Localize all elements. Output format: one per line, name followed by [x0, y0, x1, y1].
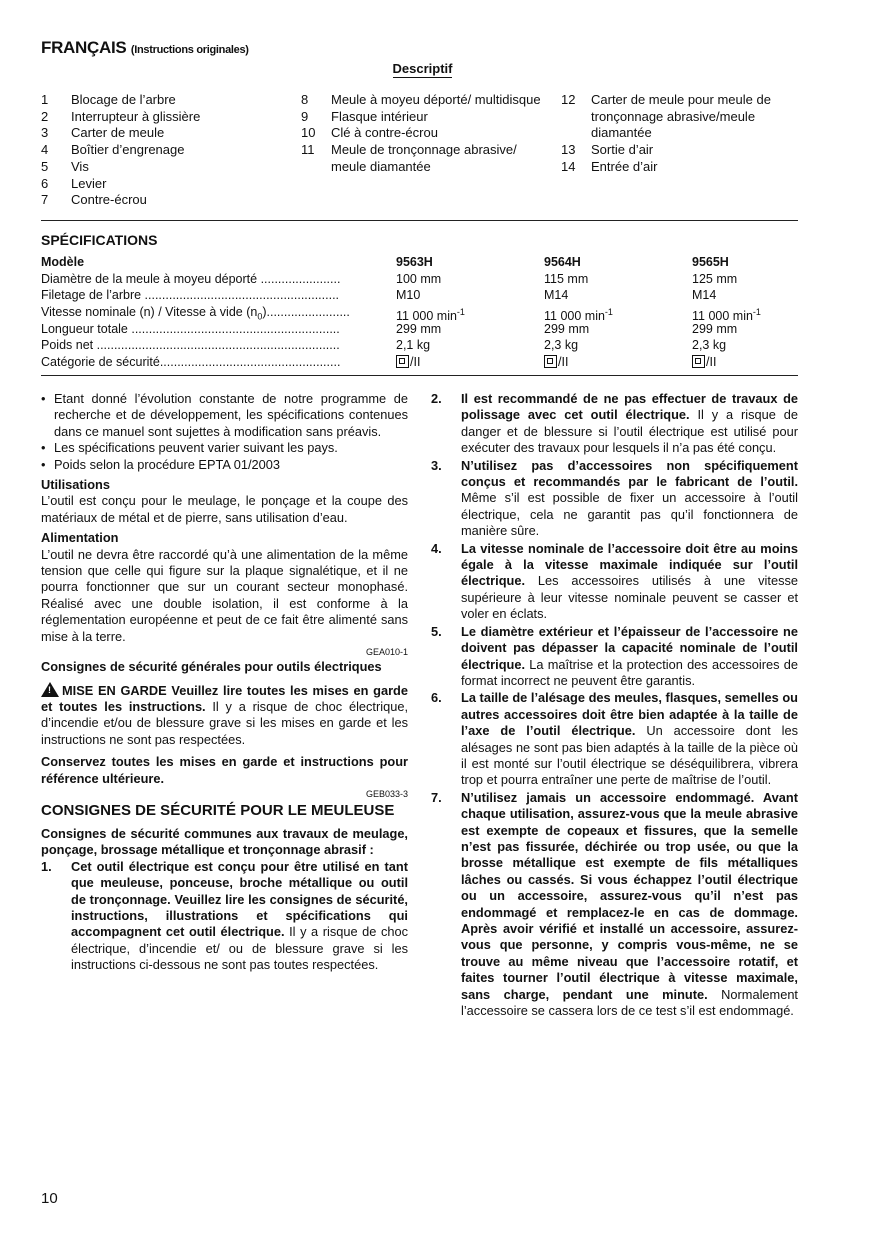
divider — [41, 375, 798, 376]
spec-value: 2,1 kg — [396, 338, 431, 353]
safety-item — [431, 690, 798, 788]
spec-value: 100 mm — [396, 271, 442, 286]
spec-row-label — [41, 354, 395, 371]
item-text: Même s’il est possible de fixer un accessoire à l’outil électrique, cela ne garantit pas qu’il fonctionnera de manière sûre. — [461, 490, 798, 539]
spec-value: M14 — [544, 288, 569, 303]
alimentation-text: L’outil ne devra être raccordé qu’à une alimentation de la même tension que celle qui figure sur la plaque signalétique, et il ne pourra fonctionner que sur un courant secteur monophasé. Réalisé avec une double isolation, il est conforme à la réglementation européenne et peut de ce fait être alimenté sans mise à la terre. — [41, 546, 408, 644]
item-number: 13 — [561, 142, 576, 158]
spec-value: 11 000 $\min^{-1}$ — [544, 307, 613, 321]
bullet-dot: • — [41, 440, 46, 456]
spec-label: Catégorie de sécurité — [41, 355, 160, 370]
item-text: Il y a risque de danger et de blessure si l’outil électrique est utilisé pour exécuter des travaux pour lesquels il n’a pas été conçu. — [461, 407, 798, 456]
item-text: Il y a risque de choc électrique, d’incendie et/ ou de blessure grave si les instructions ci-dessous ne sont pas toutes respectées. — [71, 924, 408, 973]
descriptif-column-1 — [41, 92, 291, 209]
item-label: Clé à contre-écrou — [331, 125, 438, 141]
spec-leader-dots: ........................................................ — [141, 288, 340, 303]
item-content — [461, 391, 798, 457]
item-text: La maîtrise et la protection des accessoires de format incorrect ne peuvent être garantis. — [461, 656, 798, 688]
descriptif-item — [301, 92, 541, 109]
spec-value: M14 — [692, 288, 717, 303]
item-bold: La taille de l’alésage des meules, flasques, semelles ou autres accessoires doit être bien adaptée à la taille de l’axe de l’outil électrique. — [461, 690, 798, 739]
item-label: Levier — [71, 175, 107, 191]
descriptif-title: Descriptif — [392, 61, 453, 76]
page-number: 10 — [41, 1190, 58, 1207]
item-number: 6 — [41, 175, 49, 191]
item-label: Entrée d’air — [591, 158, 658, 174]
item-label: Boîtier d’engrenage — [71, 142, 185, 158]
item-content — [461, 790, 798, 1020]
spec-value: 299 mm — [396, 321, 442, 336]
item-label: Interrupteur à glissière — [71, 108, 201, 124]
spec-label: Poids net — [41, 338, 94, 353]
item-number: 4 — [41, 142, 49, 158]
spec-model-name: 9565H — [692, 255, 729, 269]
descriptif-item — [41, 159, 291, 176]
item-number: 5. — [431, 623, 442, 639]
class-ii-insulation-icon — [544, 355, 557, 368]
spec-value: M10 — [396, 288, 421, 303]
warning-triangle-icon — [41, 682, 59, 697]
class-ii-insulation-icon — [396, 355, 409, 368]
item-label: Contre-écrou — [71, 192, 147, 208]
item-text: Les accessoires utilisés à une vitesse supérieure à leur vitesse nominale peuvent se casser et voler en éclats. — [461, 573, 798, 622]
spec-row-label — [41, 287, 395, 304]
descriptif-item — [561, 142, 801, 159]
descriptif-item — [301, 142, 541, 175]
spec-value — [544, 354, 684, 371]
item-number: 10 — [301, 125, 316, 141]
spec-model-name: 9564H — [544, 255, 581, 269]
divider — [41, 220, 798, 221]
spec-value: 11 000 $\min^{-1}$ — [396, 307, 465, 321]
item-number: 1. — [41, 858, 52, 874]
warning-bold: MISE EN GARDE Veuillez lire toutes les mises en garde et toutes les instructions. — [41, 682, 408, 714]
spec-label: Diamètre de la meule à moyeu déporté — [41, 271, 258, 286]
spec-value — [396, 354, 536, 371]
item-number: 4. — [431, 540, 442, 556]
right-column — [431, 391, 798, 1020]
bullet-dot: • — [41, 391, 46, 406]
spec-notes — [41, 391, 408, 473]
item-bold: Il est recommandé de ne pas effectuer de travaux de polissage avec cet outil électrique. — [461, 391, 798, 423]
item-number: 11 — [301, 142, 315, 158]
item-content — [461, 541, 798, 623]
item-number: 14 — [561, 158, 576, 174]
item-bold: N’utilisez jamais un accessoire endommagé. Avant chaque utilisation, assurez-vous que la meule abrasive est exempte de copeaux et fissures, que la semelle n’est pas fissurée, déchirée ou trop usée, ou que la brosse métallique est exempte de fils métalliques lâches ou cassés. Si vous échappez l’outil électrique ou un accessoire, assurez-vous qu’il n’est pas endommagé et remplacez-le en cas de dommage. Après avoir vérifié et installé un accessoire, assurez-vous que personne, y compris vous-même, ne se trouve au même niveau que l’accessoire rotatif, et faites tourner l’outil électrique à vitesse maximale, sans charge, pendant une minute. — [461, 789, 798, 1002]
common-safety-heading: Consignes de sécurité communes aux travaux de meulage, ponçage, brossage métallique et tronçonnage abrasif : — [41, 825, 408, 858]
reference-code: GEA010-1 — [365, 647, 408, 658]
spec-leader-dots: ....................... — [257, 271, 341, 286]
item-label: Carter de meule pour meule de tronçonnage abrasive/meule diamantée — [591, 92, 771, 141]
item-bold: Le diamètre extérieur et l’épaisseur de l’accessoire ne doivent pas dépasser la capacité nominale de l’outil électrique. — [461, 623, 798, 672]
item-number: 7. — [431, 789, 442, 805]
safety-item — [431, 790, 798, 1020]
safety-class: /II — [410, 355, 421, 370]
item-bold: Cet outil électrique est conçu pour être utilisé en tant que meuleuse, ponceuse, broche métallique ou outil de tronçonnage. Veuillez lire les consignes de sécurité, instructions, illustrations et spécifications qui accompagnent cet outil électrique. — [71, 858, 408, 940]
spec-label: Filetage de l’arbre — [41, 288, 142, 303]
item-text: Normalement l’accessoire se cassera lors de ce test s’il est endommagé. — [461, 986, 798, 1019]
spec-value: 115 mm — [544, 271, 589, 286]
item-number: 1 — [41, 92, 49, 107]
item-label: Meule à moyeu déporté/ multidisque — [331, 92, 541, 107]
descriptif-item — [41, 176, 291, 193]
item-number: 6. — [431, 690, 442, 706]
descriptif-item — [301, 125, 541, 142]
descriptif-item — [41, 125, 291, 142]
note-text: Poids selon la procédure EPTA 01/2003 — [54, 456, 280, 472]
left-column — [41, 391, 408, 974]
spec-row-label — [41, 271, 395, 288]
reference-code: GEB033-3 — [365, 788, 408, 799]
spec-value: 2,3 kg — [544, 338, 579, 353]
item-text: Un accessoire dont les alésages ne sont pas bien adaptés à la taille de la pièce où il est monté sur l’outil électrique se déséquilibrera, vibrera trop et pourra entraîner une perte de maîtrise de l’outil. — [461, 723, 798, 788]
safety-item — [431, 391, 798, 457]
spec-model-column-3 — [692, 254, 802, 371]
item-label: Vis — [71, 158, 89, 174]
item-number: 9 — [301, 108, 309, 124]
safety-item — [431, 541, 798, 623]
warning-text: Il y a risque de choc électrique, d’incendie et/ou de blessure grave si les mises en garde et les instructions ne sont pas respectées. — [41, 698, 408, 747]
item-label: Blocage de l’arbre — [71, 92, 176, 107]
safety-item — [431, 624, 798, 690]
descriptif-item — [41, 109, 291, 126]
safety-class: /II — [558, 355, 569, 370]
spec-row-label — [41, 304, 395, 321]
safety-item — [431, 458, 798, 540]
item-content — [461, 690, 798, 788]
item-number: 2 — [41, 108, 49, 124]
item-bold: N’utilisez pas d’accessoires non spécifiquement conçus et recommandés par le fabricant de l’outil. — [461, 457, 798, 490]
safety-class: /II — [706, 355, 717, 370]
spec-leader-dots: ...................................................................... — [93, 338, 340, 353]
spec-label: Vitesse nominale (n) / Vitesse à vide $(n_0)$ — [41, 305, 267, 321]
spec-model-label: Modèle — [41, 255, 85, 269]
item-number: 8 — [301, 92, 309, 107]
spec-leader-dots: ........................ — [266, 305, 350, 320]
spec-value: 125 mm — [692, 271, 738, 286]
safety-item — [41, 859, 408, 974]
spec-leader-dots: .................................................... — [159, 355, 341, 370]
descriptif-column-3 — [561, 92, 801, 176]
spec-label: Longueur totale — [41, 321, 128, 336]
descriptif-item — [301, 109, 541, 126]
keep-instructions: Conservez toutes les mises en garde et instructions pour référence ultérieure. — [41, 754, 408, 786]
spec-row-label — [41, 321, 395, 338]
spec-model-name: 9563H — [396, 255, 433, 269]
note-bullet — [41, 391, 408, 440]
spec-value: 299 mm — [544, 321, 590, 336]
spec-leader-dots: ............................................................ — [127, 321, 340, 336]
descriptif-item — [41, 92, 291, 109]
descriptif-item — [561, 159, 801, 176]
warning-paragraph — [41, 682, 408, 749]
specifications-title: SPÉCIFICATIONS — [41, 232, 158, 248]
item-label: Sortie d’air — [591, 142, 654, 158]
item-label: Carter de meule — [71, 125, 165, 141]
section-title: CONSIGNES DE SÉCURITÉ POUR LE MEULEUSE — [41, 801, 395, 819]
note-bullet — [41, 457, 408, 473]
spec-value: 11 000 $\min^{-1}$ — [692, 307, 761, 321]
general-safety-heading: Consignes de sécurité générales pour outils électriques — [41, 659, 382, 675]
item-number: 2. — [431, 391, 442, 406]
spec-row-label — [41, 337, 395, 354]
descriptif-item — [41, 192, 291, 209]
item-label: Meule de tronçonnage abrasive/ meule diamantée — [331, 142, 517, 174]
item-number: 5 — [41, 158, 49, 174]
spec-value: 2,3 kg — [692, 338, 727, 353]
item-content — [461, 624, 798, 690]
spec-model-column-1 — [396, 254, 536, 371]
spec-labels-column — [41, 254, 395, 371]
item-number: 12 — [561, 92, 576, 107]
spec-value — [692, 354, 802, 371]
item-number: 7 — [41, 192, 49, 208]
descriptif-item — [41, 142, 291, 159]
language-title: FRANÇAIS — [41, 38, 127, 57]
spec-model-column-2 — [544, 254, 684, 371]
note-text: Etant donné l’évolution constante de notre programme de recherche et de développement, les spécifications contenues dans ce manuel sont sujettes à modification sans préavis. — [54, 391, 408, 439]
alimentation-heading: Alimentation — [41, 530, 119, 546]
note-text: Les spécifications peuvent varier suivant les pays. — [54, 440, 338, 456]
item-content — [461, 458, 798, 540]
descriptif-item — [561, 92, 801, 142]
bullet-dot: • — [41, 456, 46, 472]
class-ii-insulation-icon — [692, 355, 705, 368]
note-bullet — [41, 440, 408, 456]
item-bold: La vitesse nominale de l’accessoire doit être au moins égale à la vitesse maximale indiquée sur l’outil électrique. — [461, 540, 798, 589]
spec-value: 299 mm — [692, 321, 738, 336]
utilisations-text: L’outil est conçu pour le meulage, le ponçage et la coupe des matériaux de métal et de pierre, sans utilisation d’eau. — [41, 493, 408, 525]
item-number: 3. — [431, 457, 442, 473]
utilisations-heading: Utilisations — [41, 477, 110, 493]
descriptif-column-2 — [301, 92, 541, 176]
item-number: 3 — [41, 125, 49, 141]
language-subtitle: (Instructions originales) — [130, 44, 249, 56]
language-header — [41, 38, 249, 58]
item-label: Flasque intérieur — [331, 108, 428, 124]
